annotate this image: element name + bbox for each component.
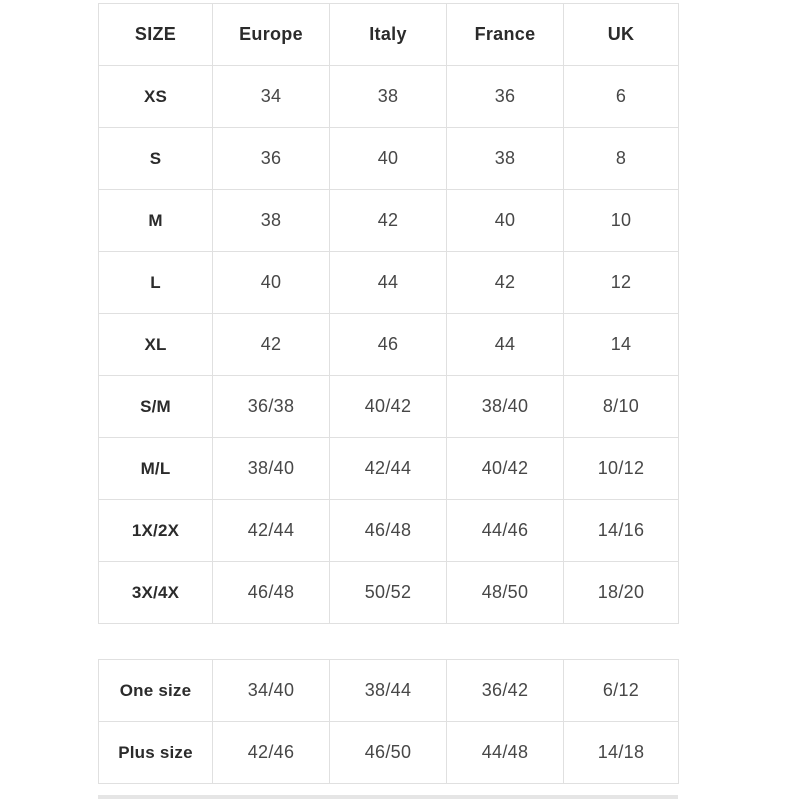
- column-header-france: France: [447, 4, 564, 66]
- size-value-cell: 38/44: [330, 660, 447, 722]
- size-value-cell: 14: [564, 314, 679, 376]
- row-label: S/M: [99, 376, 213, 438]
- size-value-cell: 38: [213, 190, 330, 252]
- size-value-cell: 44: [447, 314, 564, 376]
- special-sizes-table: [98, 659, 679, 784]
- row-label: 3X/4X: [99, 562, 213, 624]
- size-table-body: [99, 66, 679, 624]
- size-value-cell: 42/44: [330, 438, 447, 500]
- table-row: [99, 660, 679, 722]
- size-value-cell: 46/48: [213, 562, 330, 624]
- size-value-cell: 36: [447, 66, 564, 128]
- size-value-cell: 44: [330, 252, 447, 314]
- table-row: [99, 190, 679, 252]
- size-value-cell: 40: [447, 190, 564, 252]
- table-row: [99, 438, 679, 500]
- size-value-cell: 42/46: [213, 722, 330, 784]
- size-chart-page: [98, 3, 678, 784]
- size-value-cell: 36/38: [213, 376, 330, 438]
- special-sizes-table-body: [99, 660, 679, 784]
- size-value-cell: 44/48: [447, 722, 564, 784]
- size-value-cell: 46/50: [330, 722, 447, 784]
- size-value-cell: 38: [330, 66, 447, 128]
- size-value-cell: 40/42: [447, 438, 564, 500]
- table-row: [99, 500, 679, 562]
- size-value-cell: 38: [447, 128, 564, 190]
- row-label: 1X/2X: [99, 500, 213, 562]
- size-value-cell: 10: [564, 190, 679, 252]
- size-value-cell: 42/44: [213, 500, 330, 562]
- row-label: Plus size: [99, 722, 213, 784]
- row-label: XS: [99, 66, 213, 128]
- cropped-next-section-edge: [98, 795, 678, 799]
- size-value-cell: 14/16: [564, 500, 679, 562]
- table-row: [99, 252, 679, 314]
- size-value-cell: 38/40: [447, 376, 564, 438]
- column-header-size: SIZE: [99, 4, 213, 66]
- row-label: One size: [99, 660, 213, 722]
- size-value-cell: 34: [213, 66, 330, 128]
- size-value-cell: 14/18: [564, 722, 679, 784]
- size-value-cell: 10/12: [564, 438, 679, 500]
- size-value-cell: 46: [330, 314, 447, 376]
- table-row: [99, 562, 679, 624]
- size-value-cell: 40: [213, 252, 330, 314]
- row-label: L: [99, 252, 213, 314]
- column-header-uk: UK: [564, 4, 679, 66]
- size-value-cell: 38/40: [213, 438, 330, 500]
- column-header-europe: Europe: [213, 4, 330, 66]
- size-value-cell: 42: [330, 190, 447, 252]
- table-row: [99, 128, 679, 190]
- size-value-cell: 50/52: [330, 562, 447, 624]
- row-label: S: [99, 128, 213, 190]
- size-value-cell: 18/20: [564, 562, 679, 624]
- size-value-cell: 8: [564, 128, 679, 190]
- size-value-cell: 36/42: [447, 660, 564, 722]
- size-value-cell: 6: [564, 66, 679, 128]
- size-value-cell: 34/40: [213, 660, 330, 722]
- size-value-cell: 40/42: [330, 376, 447, 438]
- table-row: [99, 376, 679, 438]
- row-label: M: [99, 190, 213, 252]
- size-value-cell: 6/12: [564, 660, 679, 722]
- table-row: [99, 314, 679, 376]
- size-value-cell: 12: [564, 252, 679, 314]
- size-value-cell: 48/50: [447, 562, 564, 624]
- row-label: XL: [99, 314, 213, 376]
- table-row: [99, 722, 679, 784]
- size-value-cell: 42: [447, 252, 564, 314]
- size-value-cell: 44/46: [447, 500, 564, 562]
- size-value-cell: 36: [213, 128, 330, 190]
- table-row: [99, 66, 679, 128]
- size-conversion-table: [98, 3, 679, 624]
- size-value-cell: 8/10: [564, 376, 679, 438]
- size-value-cell: 46/48: [330, 500, 447, 562]
- size-value-cell: 40: [330, 128, 447, 190]
- table-header-row: [99, 4, 679, 66]
- column-header-italy: Italy: [330, 4, 447, 66]
- row-label: M/L: [99, 438, 213, 500]
- size-value-cell: 42: [213, 314, 330, 376]
